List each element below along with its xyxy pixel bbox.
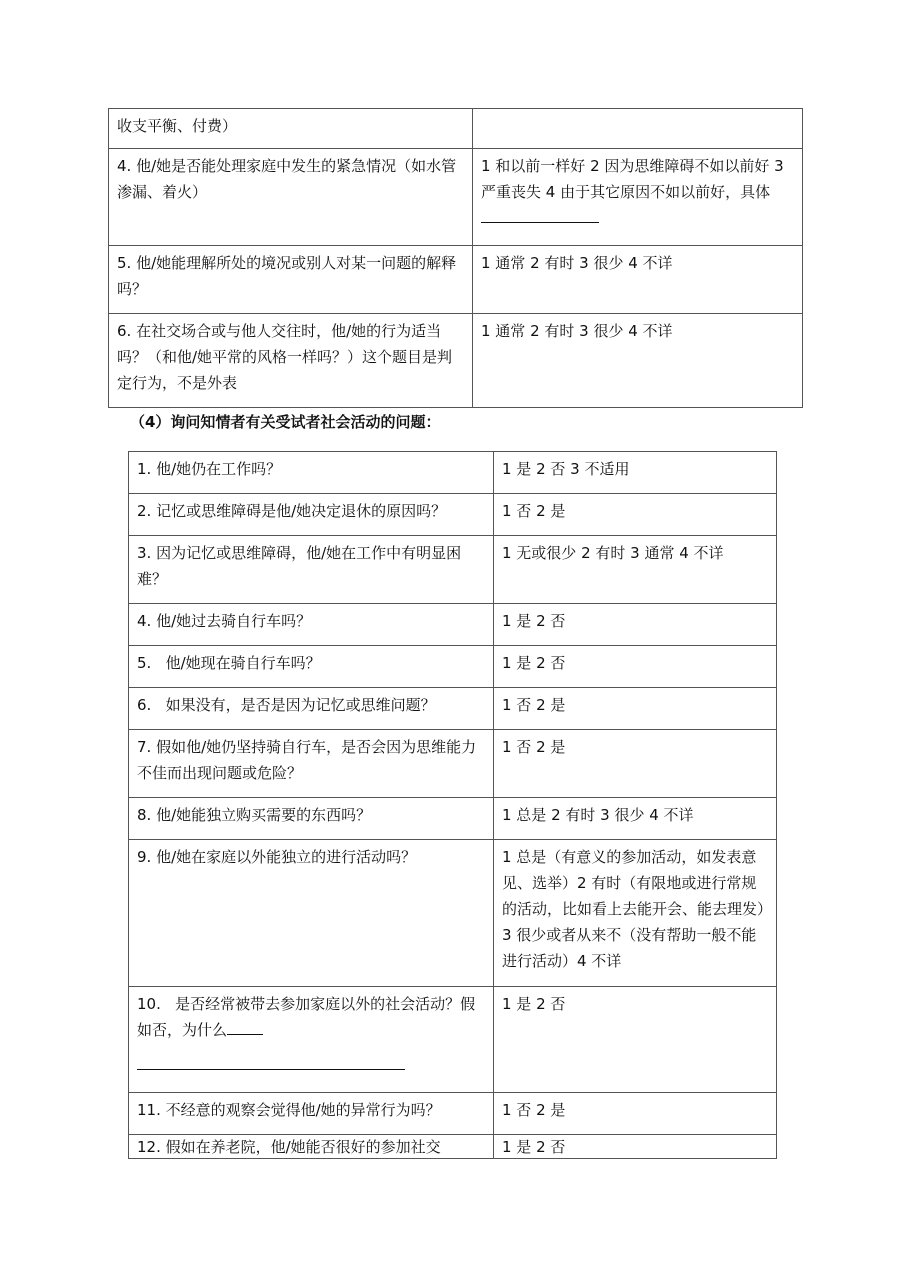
fill-in-blank[interactable] (481, 208, 599, 223)
options-cell (473, 109, 803, 149)
table-row (129, 536, 777, 604)
section-heading: （4）询问知情者有关受试者社会活动的问题： (130, 413, 441, 431)
question-cell: 11. 不经意的观察会觉得他/她的异常行为吗？ (129, 1093, 494, 1135)
question-cell: 3. 因为记忆或思维障碍，他/她在工作中有明显困难？ (129, 536, 494, 604)
options-cell: 1 是 2 否 3 不适用 (494, 452, 777, 494)
question-cell (129, 987, 494, 1093)
options-cell: 1 总是（有意义的参加活动，如发表意见、选举）2 有时（有限地或进行常规的活动，比如看上去能开会、能去理发）3 很少或者从来不（没有帮助一般不能进行活动）4 不详 (494, 840, 777, 987)
question-cell: 7. 假如他/她仍坚持骑自行车，是否会因为思维能力不佳而出现问题或危险？ (129, 730, 494, 798)
table-continued-questions (108, 108, 803, 408)
question-cell: 5. 他/她能理解所处的境况或别人对某一问题的解释吗？ (109, 246, 473, 314)
table-social-activity (128, 451, 777, 1159)
options-cell: 1 否 2 是 (494, 1093, 777, 1135)
table-row (109, 314, 803, 408)
question-cell: 9. 他/她在家庭以外能独立的进行活动吗？ (129, 840, 494, 987)
question-text: 10. 是否经常被带去参加家庭以外的社会活动？假如否，为什么 (137, 995, 476, 1039)
options-text: 1 和以前一样好 2 因为思维障碍不如以前好 3 严重丧失 4 由于其它原因不如以前好，具体 (481, 157, 784, 201)
options-cell (473, 149, 803, 246)
table-row (109, 149, 803, 246)
table-row (129, 730, 777, 798)
question-cell: 12. 假如在养老院，他/她能否很好的参加社交 (129, 1135, 494, 1159)
question-cell: 1. 他/她仍在工作吗？ (129, 452, 494, 494)
options-cell: 1 是 2 否 (494, 604, 777, 646)
question-cell: 4. 他/她过去骑自行车吗？ (129, 604, 494, 646)
table-row (109, 109, 803, 149)
table-row (129, 798, 777, 840)
table-row (129, 688, 777, 730)
question-cell: 6. 如果没有，是否是因为记忆或思维问题？ (129, 688, 494, 730)
table-row (129, 452, 777, 494)
table-row (129, 1093, 777, 1135)
options-cell: 1 是 2 否 (494, 987, 777, 1093)
options-cell: 1 是 2 否 (494, 1135, 777, 1159)
question-cell: 2. 记忆或思维障碍是他/她决定退休的原因吗？ (129, 494, 494, 536)
table-row (129, 1135, 777, 1159)
table-row (129, 987, 777, 1093)
options-cell: 1 否 2 是 (494, 688, 777, 730)
table-row (129, 646, 777, 688)
fill-in-blank[interactable] (227, 1020, 263, 1035)
table-row (109, 246, 803, 314)
question-cell: 5. 他/她现在骑自行车吗？ (129, 646, 494, 688)
options-cell: 1 无或很少 2 有时 3 通常 4 不详 (494, 536, 777, 604)
question-cell: 6. 在社交场合或与他人交往时，他/她的行为适当吗？（和他/她平常的风格一样吗？）这个题目是判定行为，不是外表 (109, 314, 473, 408)
table-row (129, 840, 777, 987)
question-cell: 8. 他/她能独立购买需要的东西吗？ (129, 798, 494, 840)
question-cell: 4. 他/她是否能处理家庭中发生的紧急情况（如水管渗漏、着火） (109, 149, 473, 246)
question-cell: 收支平衡、付费） (109, 109, 473, 149)
table-row (129, 604, 777, 646)
options-cell: 1 否 2 是 (494, 494, 777, 536)
options-cell: 1 是 2 否 (494, 646, 777, 688)
options-cell: 1 否 2 是 (494, 730, 777, 798)
options-cell: 1 通常 2 有时 3 很少 4 不详 (473, 246, 803, 314)
fill-in-blank-line[interactable] (137, 1061, 405, 1070)
options-cell: 1 总是 2 有时 3 很少 4 不详 (494, 798, 777, 840)
table-row (129, 494, 777, 536)
options-cell: 1 通常 2 有时 3 很少 4 不详 (473, 314, 803, 408)
